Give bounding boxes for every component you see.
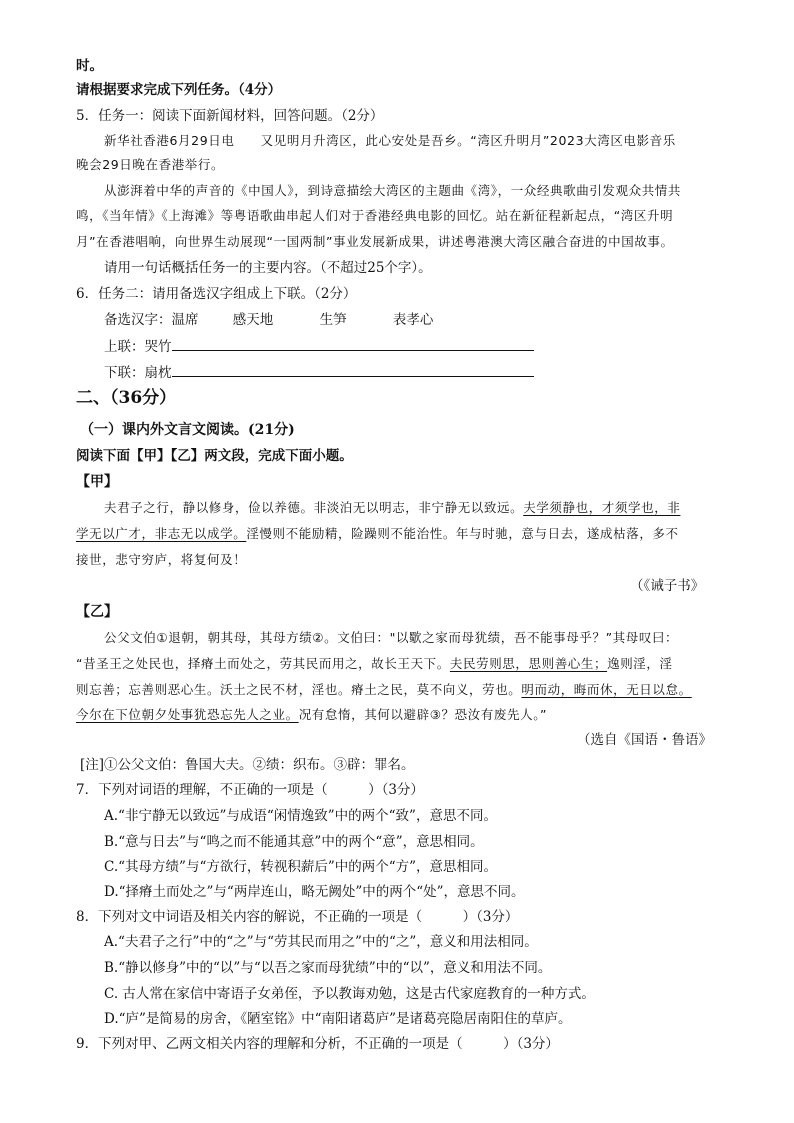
underlined-text: 今尔在下位朝夕处事犹恐忘先人之业。 — [76, 707, 299, 722]
subsection-heading: （一）课内外文言文阅读。(21分) — [80, 422, 295, 438]
option-a: A.“夫君子之行”中的“之”与“劳其民而用之”中的“之”，意义和用法相同。 — [104, 934, 538, 950]
question-8: 8．下列对文中词语及相关内容的解说，不正确的一项是（ ）（3分） — [76, 909, 519, 925]
news-line: 从澎湃着中华的声音的《中国人》，到诗意描绘大湾区的主题曲《湾》，一众经典歌曲引发观众共情共 — [104, 183, 682, 198]
passage-a-label: 【甲】 — [76, 474, 118, 490]
underlined-text: 明而动，晦而休，无日以怠。 — [521, 682, 692, 697]
answer-blank[interactable] — [172, 336, 534, 351]
source-citation: （《诫子书》 — [630, 578, 705, 594]
upper-couplet-label: 上联：哭竹 — [104, 339, 172, 355]
annotation-note: [注]①公父文伯：鲁国大夫。②绩：织布。③辟：罪名。 — [80, 757, 415, 773]
passage-b-line — [76, 680, 692, 700]
candidate-chars — [104, 310, 433, 330]
passage-text: 逸则淫，淫 — [607, 656, 673, 671]
passage-text: 况有怠惰，其何以避辟③？恐汝有废先人。” — [298, 707, 548, 722]
option-c: C.“其母方绩”与“方欲行，转视积薪后”中的两个“方”，意思相同。 — [104, 859, 498, 875]
passage-b-line — [76, 654, 673, 674]
question-5-prompt: 请用一句话概括任务一的主要内容。（不超过25个字）。 — [104, 260, 432, 276]
upper-couplet — [104, 336, 534, 357]
news-line: 新华社香港6月29日电 又见明月升湾区，此心安处是吾乡。“湾区升明月”2023大湾区电影音乐 — [104, 133, 676, 148]
passage-text: 则忘善；忘善则恶心生。沃土之民不材，淫也。瘠土之民，莫不向义，劳也。 — [76, 682, 522, 697]
answer-blank[interactable] — [172, 362, 534, 377]
task-instruction: 请根据要求完成下列任务。（4分） — [76, 82, 282, 98]
lower-couplet — [104, 362, 534, 383]
underlined-text: 学无以广才，非志无以成学。 — [76, 526, 247, 541]
question-5: 5．任务一：阅读下面新闻材料，回答问题。（2分） — [76, 108, 384, 124]
lower-couplet-label: 下联：扇枕 — [104, 365, 172, 381]
underlined-text: 夫民劳则思，思则善心生； — [449, 656, 608, 671]
passage-a-line: 接世，悲守穷庐，将复何及！ — [76, 552, 247, 567]
option-b: B.“静以修身”中的“以”与“以吾之家而母犹绩”中的“以”，意义和用法不同。 — [104, 960, 552, 976]
text-line: 时。 — [76, 58, 103, 74]
section-heading: 二、（36分） — [76, 388, 177, 408]
candidate-word: 表孝心 — [392, 312, 434, 328]
option-a: A.“非宁静无以致远”与成语“闲情逸致”中的两个“致”，意思不同。 — [104, 808, 497, 824]
passage-b-label: 【乙】 — [76, 604, 118, 620]
question-9: 9．下列对甲、乙两文相关内容的理解和分析，不正确的一项是（ ）（3分） — [76, 1036, 559, 1052]
passage-b-line — [76, 705, 547, 725]
candidate-word: 生笋 — [319, 312, 347, 328]
option-d: D.“庐”是简易的房舍，《陋室铭》中“南阳诸葛庐”是诸葛亮隐居南阳住的草庐。 — [104, 1011, 572, 1027]
passage-text: “昔圣王之处民也，择瘠土而处之，劳其民而用之，故长王天下。 — [76, 656, 450, 671]
passage-text: 夫君子之行，静以修身，俭以养德。非淡泊无以明志，非宁静无以致远。 — [104, 500, 524, 515]
reading-instruction: 阅读下面【甲】【乙】两文段，完成下面小题。 — [76, 448, 353, 464]
question-7: 7．下列对词语的理解，不正确的一项是（ ）（3分） — [76, 782, 424, 798]
news-line: 月”在香港唱响，向世界生动展现“一国两制”事业发展新成果，讲述粤港澳大湾区融合奋进的中国故事。 — [76, 234, 674, 249]
option-c: C. 古人常在家信中寄语子女弟侄，予以教诲劝勉，这是古代家庭教育的一种方式。 — [104, 986, 595, 1002]
option-b: B.“意与日去”与“鸣之而不能通其意”中的两个“意”，意思相同。 — [104, 834, 484, 850]
question-6: 6．任务二：请用备选汉字组成上下联。（2分） — [76, 286, 357, 302]
passage-b-line: 公父文伯①退朝，朝其母，其母方绩②。文伯曰："以歜之家而母犹绩，吾不能事母乎？”其母叹曰： — [104, 630, 679, 645]
option-d: D.“择瘠土而处之”与“两岸连山，略无阙处”中的两个“处”，意思不同。 — [104, 884, 525, 900]
underlined-text: 夫学须静也，才须学也，非 — [523, 500, 681, 515]
passage-a-line — [104, 498, 680, 518]
candidate-word: 感天地 — [232, 312, 274, 328]
passage-text: 淫慢则不能励精，险躁则不能治性。年与时驰，意与日去，遂成枯落，多不 — [246, 526, 679, 541]
candidate-label: 备选汉字：温席 — [104, 312, 199, 328]
passage-a-line — [76, 524, 679, 544]
source-citation: （选自《国语・鲁语》 — [577, 732, 712, 748]
news-line: 鸣，《当年情》《上海滩》等粤语歌曲串起人们对于香港经典电影的回忆。站在新征程新起点，“湾区升明 — [76, 208, 674, 223]
news-line: 晚会29日晚在香港举行。 — [76, 157, 225, 172]
